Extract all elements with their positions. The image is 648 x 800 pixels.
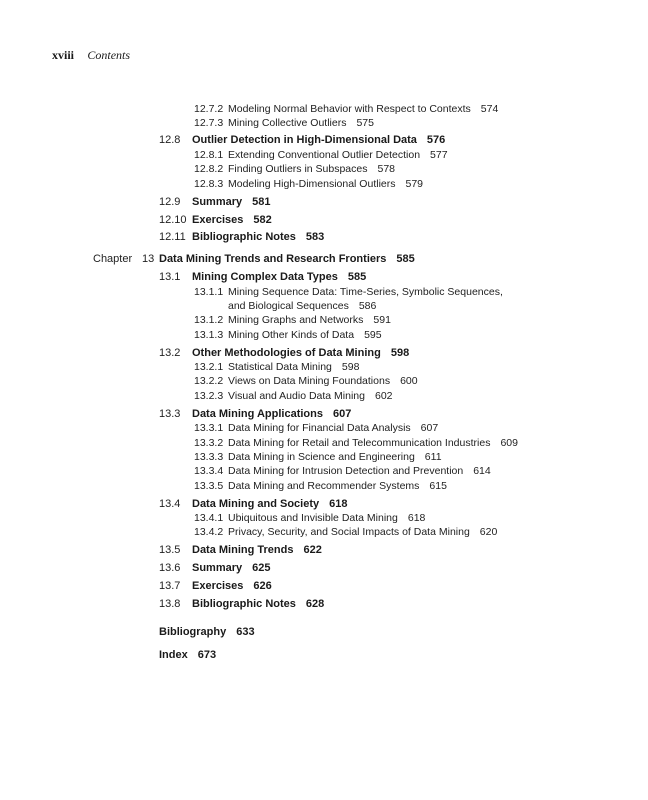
toc-subsection-number: [194, 313, 223, 327]
page-number: 611: [424, 451, 442, 463]
subsection-title: Views on Data Mining Foundations: [228, 375, 391, 387]
toc-section-number: [159, 270, 180, 284]
toc-subsection-number: [194, 464, 223, 478]
toc-subsection: [228, 464, 491, 478]
page-number: 585: [347, 271, 367, 283]
toc-subsection: [228, 450, 442, 464]
subsection-title: and Biological Sequences: [228, 300, 349, 312]
section-number: 13.6: [159, 562, 181, 574]
page-number: 614: [473, 465, 491, 477]
toc-section-number: [159, 543, 180, 557]
page-number: 600: [400, 375, 418, 387]
toc-subsection-number: [194, 285, 223, 299]
toc-subsection: [228, 285, 503, 299]
toc-subsection: [228, 177, 423, 191]
page-number: 577: [430, 149, 448, 161]
chapter-number: 13: [142, 253, 155, 265]
page-number: 581: [252, 196, 271, 208]
toc-section-number: [159, 407, 180, 421]
page-number: 633: [236, 626, 255, 638]
toc-subsection: [228, 511, 425, 525]
page-number: 618: [329, 498, 348, 510]
subsection-number: 13.3.4: [194, 465, 224, 477]
running-title: Contents: [87, 48, 131, 62]
subsection-number: 13.4.2: [194, 526, 224, 538]
page-number: 583: [305, 231, 325, 243]
toc-chapter: [159, 252, 415, 266]
toc-chapter-label: [93, 252, 132, 266]
page-number: xviii: [52, 48, 75, 62]
page-number: 585: [396, 253, 415, 265]
section-number: 12.10: [159, 214, 187, 226]
toc-section-number: [159, 230, 186, 244]
section-title: Exercises: [192, 214, 244, 226]
subsection-title: Extending Conventional Outlier Detection: [228, 149, 421, 161]
toc-subsection: [228, 436, 518, 450]
page-number: 618: [407, 512, 426, 524]
toc-subsection: [228, 116, 374, 130]
section-number: 13.2: [159, 347, 181, 359]
section-number: 13.8: [159, 598, 181, 610]
page-number: 579: [405, 178, 424, 190]
chapter-title: Data Mining Trends and Research Frontiers: [159, 253, 387, 265]
toc-section: [192, 561, 271, 575]
toc-section-number: [159, 561, 180, 575]
toc-subsection: [228, 162, 395, 176]
section-title: Other Methodologies of Data Mining: [192, 347, 381, 359]
toc-subsection-number: [194, 421, 223, 435]
section-title: Summary: [192, 562, 243, 574]
toc-subsection-number: [194, 162, 223, 176]
toc-subsection-number: [194, 374, 223, 388]
subsection-title: Mining Other Kinds of Data: [228, 329, 355, 341]
subsection-title: Modeling Normal Behavior with Respect to Contexts: [228, 103, 471, 115]
section-number: 13.7: [159, 580, 181, 592]
subsection-number: 12.7.2: [194, 103, 224, 115]
section-number: 13.1: [159, 271, 181, 283]
toc-backmatter: [159, 648, 216, 662]
subsection-number: 13.2.1: [194, 361, 224, 373]
toc-subsection: [228, 360, 359, 374]
subsection-title: Data Mining for Financial Data Analysis: [228, 422, 411, 434]
toc-subsection-number: [194, 148, 223, 162]
subsection-title: Data Mining and Recommender Systems: [228, 480, 420, 492]
toc-subsection-number: [194, 479, 223, 493]
toc-subsection-continued: [228, 299, 376, 313]
section-title: Outlier Detection in High-Dimensional Data: [192, 134, 417, 146]
subsection-title: Mining Collective Outliers: [228, 117, 347, 129]
subsection-title: Privacy, Security, and Social Impacts of Data Mining: [228, 526, 470, 538]
subsection-title: Ubiquitous and Invisible Data Mining: [228, 512, 398, 524]
toc-section-number: [159, 346, 180, 360]
subsection-number: 13.3.5: [194, 480, 224, 492]
subsection-title: Mining Graphs and Networks: [228, 314, 364, 326]
section-title: Summary: [192, 196, 243, 208]
page-number: 598: [390, 347, 410, 359]
toc-backmatter: [159, 625, 255, 639]
page-number: 586: [358, 300, 377, 312]
subsection-number: 12.7.3: [194, 117, 224, 129]
toc-section-number: [159, 579, 180, 593]
toc-subsection: [228, 313, 391, 327]
toc-section: [192, 407, 351, 421]
page-number: 602: [374, 390, 393, 402]
page-number: 626: [253, 580, 272, 592]
page-number: 574: [480, 103, 499, 115]
chapter-label: Chapter: [93, 253, 133, 265]
toc-section-number: [159, 597, 180, 611]
subsection-number: 13.1.2: [194, 314, 224, 326]
toc-subsection: [228, 374, 418, 388]
toc-subsection: [228, 102, 498, 116]
subsection-number: 13.2.2: [194, 375, 224, 387]
toc-subsection-number: [194, 102, 223, 116]
section-title: Mining Complex Data Types: [192, 271, 338, 283]
section-title: Bibliographic Notes: [192, 231, 296, 243]
page-number: 578: [377, 163, 396, 175]
toc-section: [192, 543, 322, 557]
subsection-title: Modeling High-Dimensional Outliers: [228, 178, 396, 190]
subsection-title: Statistical Data Mining: [228, 361, 332, 373]
page-number: 591: [373, 314, 391, 326]
subsection-number: 13.1.3: [194, 329, 224, 341]
toc-subsection: [228, 328, 382, 342]
toc-subsection-number: [194, 511, 223, 525]
backmatter-title: Index: [159, 649, 188, 661]
section-number: 13.4: [159, 498, 181, 510]
toc-subsection: [228, 525, 497, 539]
toc-section-number: [159, 195, 180, 209]
toc-section: [192, 497, 348, 511]
toc-subsection: [228, 389, 393, 403]
page-number: 598: [341, 361, 360, 373]
subsection-title: Data Mining in Science and Engineering: [228, 451, 415, 463]
page-number: 607: [420, 422, 439, 434]
toc-subsection: [228, 421, 438, 435]
subsection-number: 13.3.2: [194, 437, 224, 449]
toc-subsection-number: [194, 525, 223, 539]
subsection-title: Data Mining for Retail and Telecommunication Industries: [228, 437, 491, 449]
toc-section: [192, 133, 445, 147]
section-number: 12.9: [159, 196, 181, 208]
toc-section-number: [159, 213, 187, 227]
section-title: Bibliographic Notes: [192, 598, 296, 610]
backmatter-title: Bibliography: [159, 626, 227, 638]
section-title: Exercises: [192, 580, 244, 592]
toc-subsection: [228, 148, 448, 162]
page-number: 575: [356, 117, 374, 129]
section-title: Data Mining Applications: [192, 408, 323, 420]
toc-section: [192, 230, 324, 244]
page-number: 609: [500, 437, 518, 449]
section-number: 12.11: [159, 231, 186, 243]
subsection-number: 13.4.1: [194, 512, 224, 524]
page-number: 576: [426, 134, 446, 146]
running-header: [52, 48, 130, 63]
page-number: 628: [305, 598, 325, 610]
toc-section-number: [159, 133, 180, 147]
page-number: 582: [253, 214, 272, 226]
subsection-number: 12.8.2: [194, 163, 224, 175]
toc-section: [192, 213, 272, 227]
toc-subsection-number: [194, 436, 223, 450]
subsection-title: Mining Sequence Data: Time-Series, Symbolic Sequences,: [228, 286, 503, 298]
toc-subsection-number: [194, 177, 223, 191]
toc-subsection-number: [194, 389, 223, 403]
page-number: 607: [333, 408, 352, 420]
subsection-title: Finding Outliers in Subspaces: [228, 163, 368, 175]
toc-chapter-number: [142, 252, 154, 266]
page-number: 673: [197, 649, 217, 661]
subsection-number: 13.2.3: [194, 390, 224, 402]
section-number: 13.5: [159, 544, 181, 556]
toc-section: [192, 597, 324, 611]
subsection-number: 13.1.1: [194, 286, 224, 298]
toc-subsection: [228, 479, 447, 493]
toc-section: [192, 346, 409, 360]
section-title: Data Mining Trends: [192, 544, 294, 556]
page-number: 625: [252, 562, 271, 574]
page-number: 620: [479, 526, 498, 538]
page-number: 622: [303, 544, 322, 556]
subsection-number: 12.8.3: [194, 178, 224, 190]
toc-section-number: [159, 497, 180, 511]
subsection-title: Visual and Audio Data Mining: [228, 390, 365, 402]
subsection-number: 12.8.1: [194, 149, 224, 161]
toc-section: [192, 195, 271, 209]
toc-section: [192, 270, 366, 284]
toc-subsection-number: [194, 116, 223, 130]
subsection-number: 13.3.1: [194, 422, 224, 434]
page-number: 595: [364, 329, 382, 341]
section-number: 12.8: [159, 134, 181, 146]
subsection-title: Data Mining for Intrusion Detection and Prevention: [228, 465, 464, 477]
page-number: 615: [429, 480, 447, 492]
subsection-number: 13.3.3: [194, 451, 224, 463]
toc-subsection-number: [194, 328, 223, 342]
toc-subsection-number: [194, 450, 223, 464]
toc-section: [192, 579, 272, 593]
section-title: Data Mining and Society: [192, 498, 320, 510]
toc-subsection-number: [194, 360, 223, 374]
section-number: 13.3: [159, 408, 181, 420]
